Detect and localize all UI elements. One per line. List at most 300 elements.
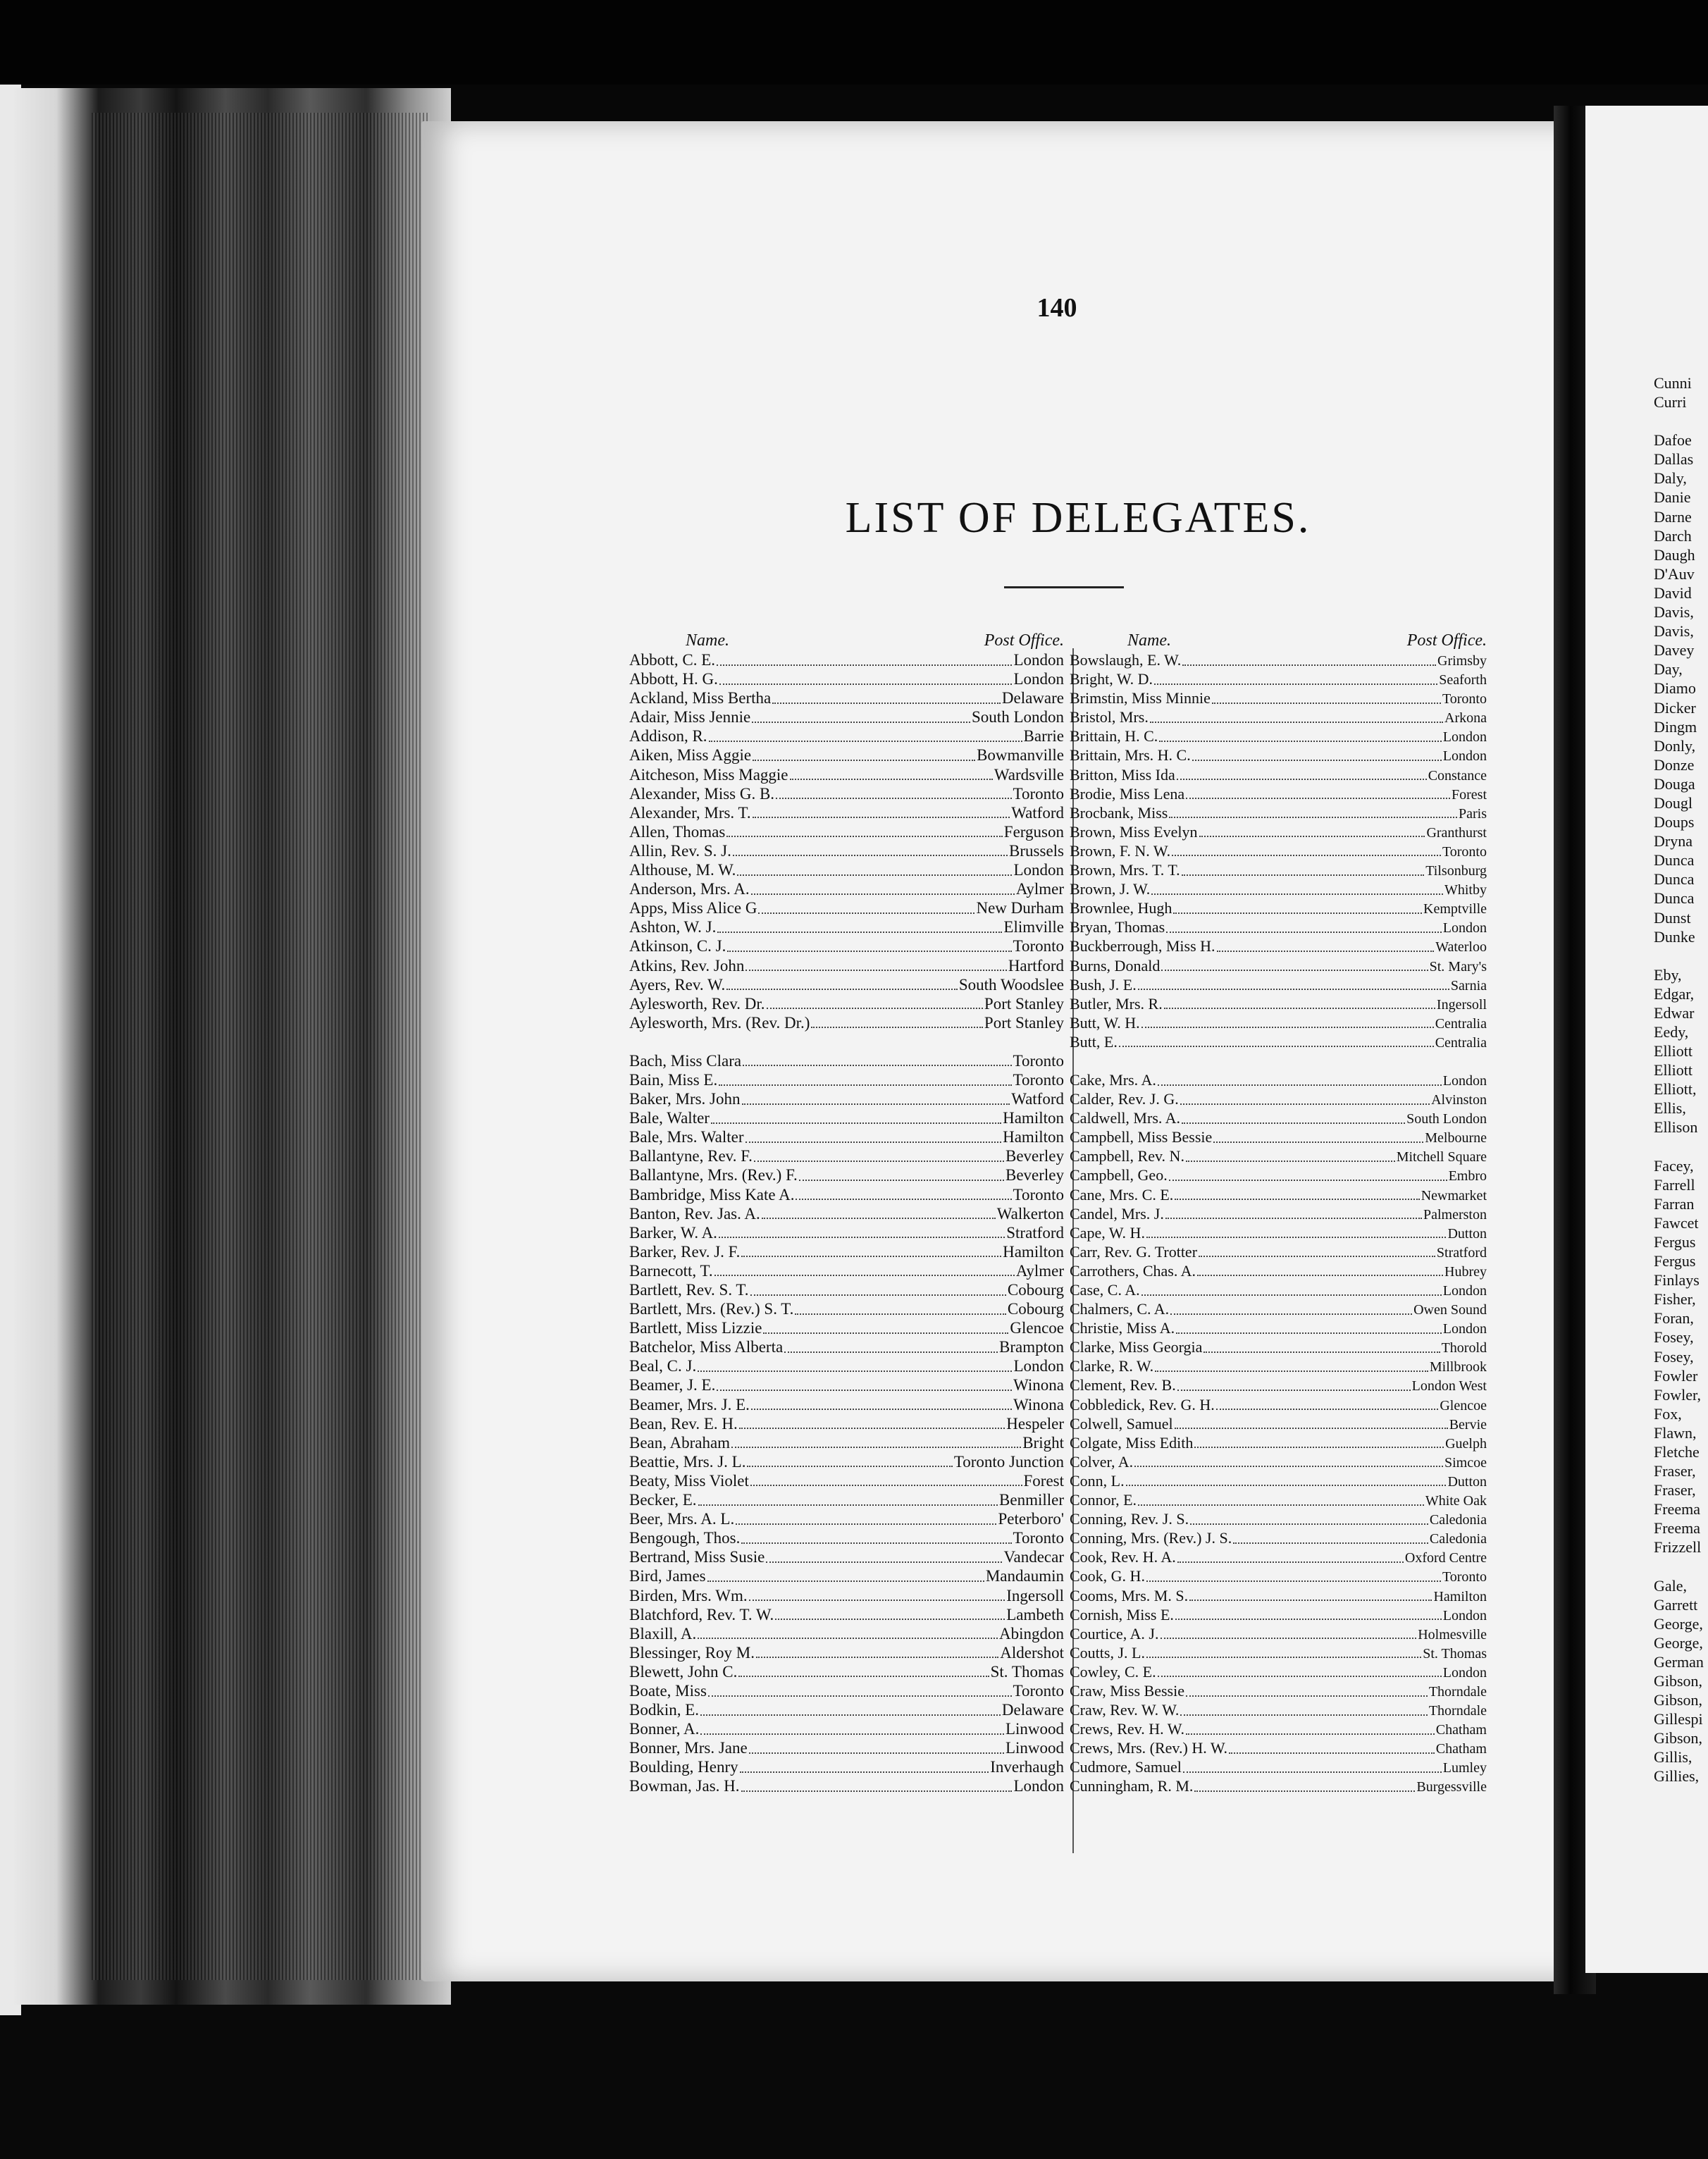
post-office: St. Mary's: [1429, 958, 1487, 975]
delegate-entry: [629, 1471, 1064, 1490]
dot-leader: [714, 1265, 1015, 1276]
delegate-entry: [1070, 1375, 1487, 1394]
post-office: London: [1013, 1357, 1064, 1375]
facing-page-entry: Dunke: [1654, 927, 1695, 946]
facing-page-entry: Frizzell: [1654, 1538, 1702, 1557]
delegate-name: Ackland, Miss Bertha: [629, 689, 772, 707]
facing-page-entry: Eedy,: [1654, 1023, 1689, 1041]
delegate-entry: [629, 1242, 1064, 1261]
post-office: Port Stanley: [984, 994, 1064, 1013]
facing-page-entry: Gale,: [1654, 1576, 1688, 1595]
post-office: Hamilton: [1003, 1242, 1064, 1261]
delegate-entry: [629, 1490, 1064, 1509]
facing-page-entry: Gillis,: [1654, 1748, 1692, 1767]
delegate-name: Anderson, Mrs. A.: [629, 880, 750, 898]
delegate-name: Crews, Rev. H. W.: [1070, 1720, 1184, 1738]
post-office: Toronto: [1013, 784, 1064, 803]
delegate-entry: [629, 1586, 1064, 1605]
post-office: Hartford: [1008, 956, 1064, 975]
delegate-entry: [629, 1089, 1064, 1108]
delegate-name: Brodie, Miss Lena: [1070, 784, 1185, 803]
delegate-entry: [629, 1643, 1064, 1662]
dot-leader: [1186, 1685, 1428, 1697]
name-header: Name.: [1127, 631, 1171, 650]
facing-page-entry: Freema: [1654, 1519, 1700, 1538]
post-office: Whitby: [1444, 882, 1487, 898]
dot-leader: [717, 922, 1002, 933]
post-office: Port Stanley: [984, 1013, 1064, 1032]
dot-leader: [739, 1418, 1005, 1429]
facing-page-entry: D'Auv: [1654, 564, 1695, 583]
delegate-name: Craw, Miss Bessie: [1070, 1681, 1184, 1700]
dot-leader: [740, 1762, 989, 1773]
dot-leader: [1161, 1628, 1417, 1639]
post-office: Bright: [1022, 1433, 1064, 1452]
dot-leader: [750, 1475, 1022, 1486]
delegate-name: Beattie, Mrs. J. L.: [629, 1452, 746, 1471]
delegate-entry: [1070, 1757, 1487, 1776]
letter-group-gap: [1654, 1137, 1708, 1156]
facing-page-entry: Fowler,: [1654, 1385, 1701, 1404]
name-header: Name.: [686, 631, 729, 650]
delegate-entry: [629, 1547, 1064, 1566]
delegate-list: [1070, 650, 1487, 1796]
delegate-name: Althouse, M. W.: [629, 861, 736, 879]
delegate-name: Cook, Rev. H. A.: [1070, 1548, 1176, 1566]
post-office: Stratford: [1436, 1244, 1487, 1261]
dot-leader: [1155, 1361, 1428, 1372]
dark-background-top: [0, 0, 1708, 85]
facing-page-entry: Ellison: [1654, 1118, 1698, 1137]
dot-leader: [1175, 1189, 1419, 1200]
dot-leader: [698, 1628, 998, 1639]
post-office: Delaware: [1001, 1701, 1064, 1719]
delegate-entry: [629, 994, 1064, 1013]
facing-page-entry: Gibson,: [1654, 1729, 1703, 1747]
post-office: Mitchell Square: [1396, 1149, 1487, 1165]
dot-leader: [733, 845, 1008, 856]
post-office: Dutton: [1447, 1225, 1487, 1242]
delegate-name: Barker, W. A.: [629, 1223, 717, 1242]
dot-leader: [1141, 1285, 1442, 1296]
facing-page-entry: Edwar: [1654, 1003, 1695, 1022]
page-title: LIST OF DELEGATES.: [845, 494, 1311, 542]
post-office: Brampton: [999, 1338, 1064, 1356]
delegate-entry: [1070, 1586, 1487, 1605]
dot-leader: [719, 1075, 1011, 1086]
delegate-name: Beamer, Mrs. J. E.: [629, 1395, 750, 1413]
dot-leader: [1164, 998, 1435, 1009]
dot-leader: [795, 1304, 1006, 1315]
delegate-name: Beaty, Miss Violet: [629, 1471, 749, 1490]
delegate-name: Colgate, Miss Edith: [1070, 1433, 1194, 1452]
post-office: London: [1442, 729, 1487, 746]
delegate-entry: [629, 650, 1064, 669]
delegate-entry: [629, 1337, 1064, 1356]
delegate-entry: [1070, 1414, 1487, 1433]
delegate-name: Butt, W. H.: [1070, 1013, 1140, 1032]
dot-leader: [1192, 750, 1442, 761]
delegate-entry: [629, 1395, 1064, 1414]
delegate-name: Bengough, Thos.: [629, 1529, 741, 1547]
dot-leader: [1150, 712, 1443, 723]
delegate-entry: [629, 936, 1064, 955]
post-office: St. Thomas: [1423, 1645, 1487, 1662]
dot-leader: [719, 1227, 1005, 1238]
facing-page-entry: Darch: [1654, 526, 1692, 545]
dot-leader: [745, 1132, 1002, 1143]
page-edge-lines: [92, 113, 430, 1980]
delegate-entry: [1070, 726, 1487, 746]
post-office-header: Post Office.: [984, 631, 1064, 650]
delegate-name: Boate, Miss: [629, 1681, 707, 1700]
delegate-entry: [1070, 1719, 1487, 1738]
delegate-entry: [1070, 1032, 1487, 1051]
delegate-name: Brown, F. N. W.: [1070, 841, 1171, 860]
dot-leader: [762, 1208, 996, 1219]
post-office: Ingersoll: [1436, 996, 1487, 1013]
post-office: Winona: [1013, 1395, 1064, 1413]
post-office: London: [1442, 1664, 1487, 1681]
delegate-entry: [1070, 669, 1487, 688]
delegate-entry: [629, 1070, 1064, 1089]
facing-page-entry: Dougl: [1654, 793, 1692, 812]
dot-leader: [698, 1495, 998, 1506]
delegate-entry: [629, 688, 1064, 707]
dot-leader: [1158, 1666, 1442, 1677]
delegate-entry: [629, 1528, 1064, 1547]
post-office: Vandecar: [1003, 1548, 1064, 1566]
dot-leader: [1203, 1342, 1440, 1353]
dot-leader: [1169, 807, 1457, 818]
delegate-name: Bird, James: [629, 1567, 706, 1585]
delegate-name: Brimstin, Miss Minnie: [1070, 689, 1211, 707]
facing-page-entry: Fosey,: [1654, 1347, 1694, 1366]
dot-leader: [1161, 960, 1428, 971]
dot-leader: [1186, 1151, 1395, 1162]
delegate-name: Atkins, Rev. John: [629, 956, 745, 975]
post-office: Toronto: [1013, 937, 1064, 955]
post-office: Beverley: [1005, 1166, 1064, 1184]
delegate-name: Bush, J. E.: [1070, 975, 1137, 994]
dot-leader: [750, 1285, 1006, 1296]
facing-page-entry: German: [1654, 1652, 1704, 1671]
delegate-entry: [1070, 1452, 1487, 1471]
delegate-name: Baker, Mrs. John: [629, 1090, 741, 1108]
delegate-name: Clement, Rev. B.: [1070, 1376, 1176, 1394]
dot-leader: [754, 1151, 1004, 1162]
delegate-entry: [629, 1185, 1064, 1204]
delegate-name: Beamer, J. E.: [629, 1376, 716, 1394]
delegate-name: Cooms, Mrs. M. S.: [1070, 1586, 1189, 1604]
dot-leader: [747, 1456, 952, 1467]
delegate-name: Beer, Mrs. A. L.: [629, 1510, 735, 1528]
delegate-list: [629, 650, 1064, 1796]
dot-leader: [1169, 1170, 1447, 1181]
delegate-entry: [1070, 1700, 1487, 1719]
delegate-entry: [1070, 1146, 1487, 1165]
dot-leader: [1170, 1304, 1412, 1315]
post-office: London: [1013, 670, 1064, 688]
delegate-entry: [629, 1624, 1064, 1643]
delegate-entry: [629, 1013, 1064, 1032]
dot-leader: [1134, 1456, 1443, 1467]
dot-leader: [707, 1571, 984, 1582]
post-office: Benmiller: [999, 1491, 1064, 1509]
post-office: South Woodslee: [958, 975, 1064, 994]
post-office: South London: [972, 708, 1064, 726]
delegate-name: Cobbledick, Rev. G. H.: [1070, 1395, 1215, 1413]
delegate-name: Campbell, Rev. N.: [1070, 1147, 1184, 1165]
facing-page-entry: Dunst: [1654, 908, 1691, 927]
delegate-name: Brown, Miss Evelyn: [1070, 822, 1198, 841]
facing-page-entry: Diamo: [1654, 679, 1696, 698]
dot-leader: [742, 1094, 1010, 1105]
dot-leader: [796, 1189, 1011, 1200]
facing-page-entry: Fowler: [1654, 1366, 1698, 1385]
dot-leader: [737, 865, 1012, 876]
delegate-name: Abbott, H. G.: [629, 670, 718, 688]
delegate-name: Apps, Miss Alice G: [629, 899, 757, 917]
post-office: Ingersoll: [1006, 1586, 1064, 1604]
delegate-name: Cunningham, R. M.: [1070, 1777, 1194, 1795]
delegate-name: Chalmers, C. A.: [1070, 1300, 1170, 1318]
delegate-entry: [629, 1299, 1064, 1318]
delegate-name: Bonner, A.: [629, 1720, 700, 1738]
post-office: South London: [1406, 1111, 1487, 1127]
delegate-entry: [629, 917, 1064, 936]
post-office: Constance: [1428, 767, 1487, 784]
delegate-name: Bean, Rev. E. H.: [629, 1414, 738, 1433]
delegate-name: Brown, Mrs. T. T.: [1070, 861, 1180, 879]
delegate-name: Ballantyne, Rev. F.: [629, 1147, 753, 1165]
post-office: Embro: [1448, 1168, 1487, 1184]
letter-group-gap: [1654, 946, 1708, 965]
post-office: Toronto: [1442, 1569, 1487, 1585]
post-office: Simcoe: [1444, 1454, 1487, 1471]
post-office: London: [1442, 1072, 1487, 1089]
facing-page-entry: Fawcet: [1654, 1213, 1699, 1232]
delegate-name: Coutts, J. L.: [1070, 1643, 1145, 1662]
delegate-entry: [629, 1375, 1064, 1394]
post-office: Kemptville: [1423, 901, 1487, 917]
delegate-name: Colver, A.: [1070, 1452, 1134, 1471]
dot-leader: [1151, 884, 1443, 895]
delegate-entry: [1070, 1605, 1487, 1624]
post-office: Waterloo: [1435, 939, 1487, 955]
delegate-name: Allen, Thomas: [629, 822, 726, 841]
facing-page-entry: Edgar,: [1654, 984, 1695, 1003]
facing-page-entry: Dryna: [1654, 832, 1692, 850]
delegate-entry: [1070, 1471, 1487, 1490]
dot-leader: [741, 1533, 1011, 1544]
delegate-entry: [1070, 784, 1487, 803]
delegate-name: Bartlett, Mrs. (Rev.) S. T.: [629, 1300, 794, 1318]
post-office: New Durham: [976, 899, 1064, 917]
delegate-name: Bain, Miss E.: [629, 1070, 718, 1089]
delegate-entry: [1070, 765, 1487, 784]
delegate-name: Brittain, H. C.: [1070, 727, 1158, 746]
delegate-name: Clarke, R. W.: [1070, 1357, 1154, 1375]
dot-leader: [1194, 1437, 1444, 1448]
post-office: Burgessville: [1416, 1779, 1487, 1795]
dot-leader: [790, 769, 993, 780]
post-office: London: [1013, 651, 1064, 669]
delegate-entry: [1070, 1738, 1487, 1757]
dot-leader: [738, 1666, 989, 1677]
delegate-entry: [1070, 1566, 1487, 1585]
post-office: Toronto Junction: [953, 1452, 1064, 1471]
delegate-entry: [1070, 1185, 1487, 1204]
delegate-name: Blessinger, Roy M.: [629, 1643, 755, 1662]
facing-page-entry: Doups: [1654, 813, 1695, 831]
delegate-entry: [629, 1127, 1064, 1146]
post-office: Winona: [1013, 1376, 1064, 1394]
delegate-name: Bean, Abraham: [629, 1433, 731, 1452]
delegate-name: Banton, Rev. Jas. A.: [629, 1204, 760, 1223]
facing-page-entry: Davis,: [1654, 603, 1694, 621]
delegate-name: Clarke, Miss Georgia: [1070, 1338, 1203, 1356]
delegates-column-right: [1070, 631, 1487, 1796]
delegate-entry: [629, 1452, 1064, 1471]
delegate-name: Brittain, Mrs. H. C.: [1070, 746, 1191, 765]
post-office: Hamilton: [1003, 1128, 1064, 1146]
post-office: Hamilton: [1433, 1588, 1487, 1604]
post-office: Bowmanville: [977, 746, 1064, 765]
delegate-entry: [629, 1261, 1064, 1280]
facing-page-entry: Flawn,: [1654, 1423, 1697, 1442]
delegate-entry: [629, 1776, 1064, 1795]
dot-leader: [772, 693, 1001, 704]
delegate-entry: [629, 1605, 1064, 1624]
delegate-name: Alexander, Miss G. B.: [629, 784, 775, 803]
post-office: Granthurst: [1426, 824, 1487, 841]
delegate-entry: [629, 1757, 1064, 1776]
post-office: Forest: [1023, 1471, 1064, 1490]
facing-page-entry: Facey,: [1654, 1156, 1694, 1175]
post-office: London: [1013, 861, 1064, 879]
delegate-name: Bach, Miss Clara: [629, 1051, 742, 1070]
delegate-name: Aylesworth, Mrs. (Rev. Dr.): [629, 1013, 810, 1032]
delegate-name: Birden, Mrs. Wm.: [629, 1586, 748, 1604]
dot-leader: [1180, 1705, 1427, 1716]
post-office: Glencoe: [1440, 1397, 1487, 1413]
delegate-name: Bale, Walter: [629, 1109, 710, 1127]
post-office: Thorndale: [1428, 1683, 1487, 1700]
post-office: Inverhaugh: [990, 1758, 1064, 1776]
delegate-entry: [1070, 860, 1487, 879]
dot-leader: [1177, 1380, 1411, 1391]
delegate-name: Beal, C. J.: [629, 1357, 697, 1375]
post-office: Guelph: [1445, 1435, 1487, 1452]
dot-leader: [1159, 731, 1442, 742]
delegate-entry: [629, 822, 1064, 841]
dot-leader: [1172, 845, 1441, 856]
dot-leader: [749, 1743, 1004, 1754]
post-office: Aylmer: [1015, 1261, 1064, 1280]
delegate-name: Atkinson, C. J.: [629, 937, 726, 955]
facing-page-entry: Fergus: [1654, 1252, 1696, 1270]
delegate-name: Buckberrough, Miss H.: [1070, 937, 1215, 955]
dot-leader: [1199, 1246, 1435, 1257]
delegate-entry: [629, 1165, 1064, 1184]
facing-page-entry: Fosey,: [1654, 1328, 1694, 1347]
delegate-entry: [629, 1051, 1064, 1070]
post-office: London West: [1411, 1378, 1487, 1394]
dot-leader: [1138, 1495, 1424, 1506]
delegate-entry: [629, 841, 1064, 860]
post-office: Centralia: [1435, 1034, 1487, 1051]
facing-page-entry: Dunca: [1654, 889, 1695, 908]
delegate-entry: [629, 803, 1064, 822]
dot-leader: [1194, 1781, 1415, 1792]
delegate-name: Barker, Rev. J. F.: [629, 1242, 741, 1261]
dot-leader: [766, 1552, 1002, 1563]
delegate-name: Conning, Rev. J. S.: [1070, 1510, 1189, 1528]
delegate-entry: [1070, 1223, 1487, 1242]
letter-group-gap: [629, 1032, 1064, 1051]
dot-leader: [763, 1323, 1008, 1334]
delegate-entry: [629, 726, 1064, 746]
delegate-entry: [629, 1204, 1064, 1223]
facing-page-entry: Donze: [1654, 755, 1695, 774]
delegate-name: Blatchford, Rev. T. W.: [629, 1605, 774, 1623]
dot-leader: [1146, 1227, 1446, 1238]
delegate-name: Barnecott, T.: [629, 1261, 713, 1280]
dot-leader: [709, 731, 1022, 742]
letter-group-gap: [1654, 1557, 1708, 1576]
delegate-entry: [629, 1719, 1064, 1738]
delegate-name: Ballantyne, Mrs. (Rev.) F.: [629, 1166, 798, 1184]
facing-page-entry: Dunca: [1654, 851, 1695, 870]
delegate-name: Aylesworth, Rev. Dr.: [629, 994, 765, 1013]
dot-leader: [775, 1609, 1005, 1620]
facing-page-entry: Eby,: [1654, 965, 1682, 984]
delegate-entry: [629, 1700, 1064, 1719]
delegate-entry: [629, 1414, 1064, 1433]
delegate-name: Batchelor, Miss Alberta: [629, 1338, 784, 1356]
delegate-name: Burns, Donald: [1070, 956, 1161, 975]
delegate-entry: [629, 765, 1064, 784]
delegate-name: Bowman, Jas. H.: [629, 1777, 740, 1795]
post-office: London: [1442, 920, 1487, 936]
dot-leader: [1212, 693, 1441, 704]
delegate-entry: [629, 898, 1064, 917]
dot-leader: [708, 1685, 1012, 1697]
dot-leader: [1126, 1475, 1447, 1486]
delegate-name: Brocbank, Miss: [1070, 803, 1168, 822]
delegate-entry: [629, 784, 1064, 803]
delegate-name: Blewett, John C.: [629, 1662, 738, 1681]
dot-leader: [727, 941, 1011, 952]
dot-leader: [741, 1246, 1001, 1257]
post-office: Delaware: [1001, 689, 1064, 707]
delegate-entry: [1070, 1643, 1487, 1662]
post-office: Hubrey: [1444, 1263, 1487, 1280]
post-office: Linwood: [1005, 1720, 1064, 1738]
dot-leader: [1166, 922, 1442, 933]
delegate-name: Connor, E.: [1070, 1491, 1137, 1509]
delegate-entry: [629, 1146, 1064, 1165]
delegate-entry: [1070, 1070, 1487, 1089]
post-office: Abingdon: [999, 1624, 1064, 1643]
delegate-name: Campbell, Miss Bessie: [1070, 1128, 1213, 1146]
delegate-entry: [1070, 1089, 1487, 1108]
delegate-entry: [629, 1433, 1064, 1452]
post-office: Hamilton: [1003, 1109, 1064, 1127]
dot-leader: [799, 1170, 1004, 1181]
delegate-entry: [1070, 1337, 1487, 1356]
